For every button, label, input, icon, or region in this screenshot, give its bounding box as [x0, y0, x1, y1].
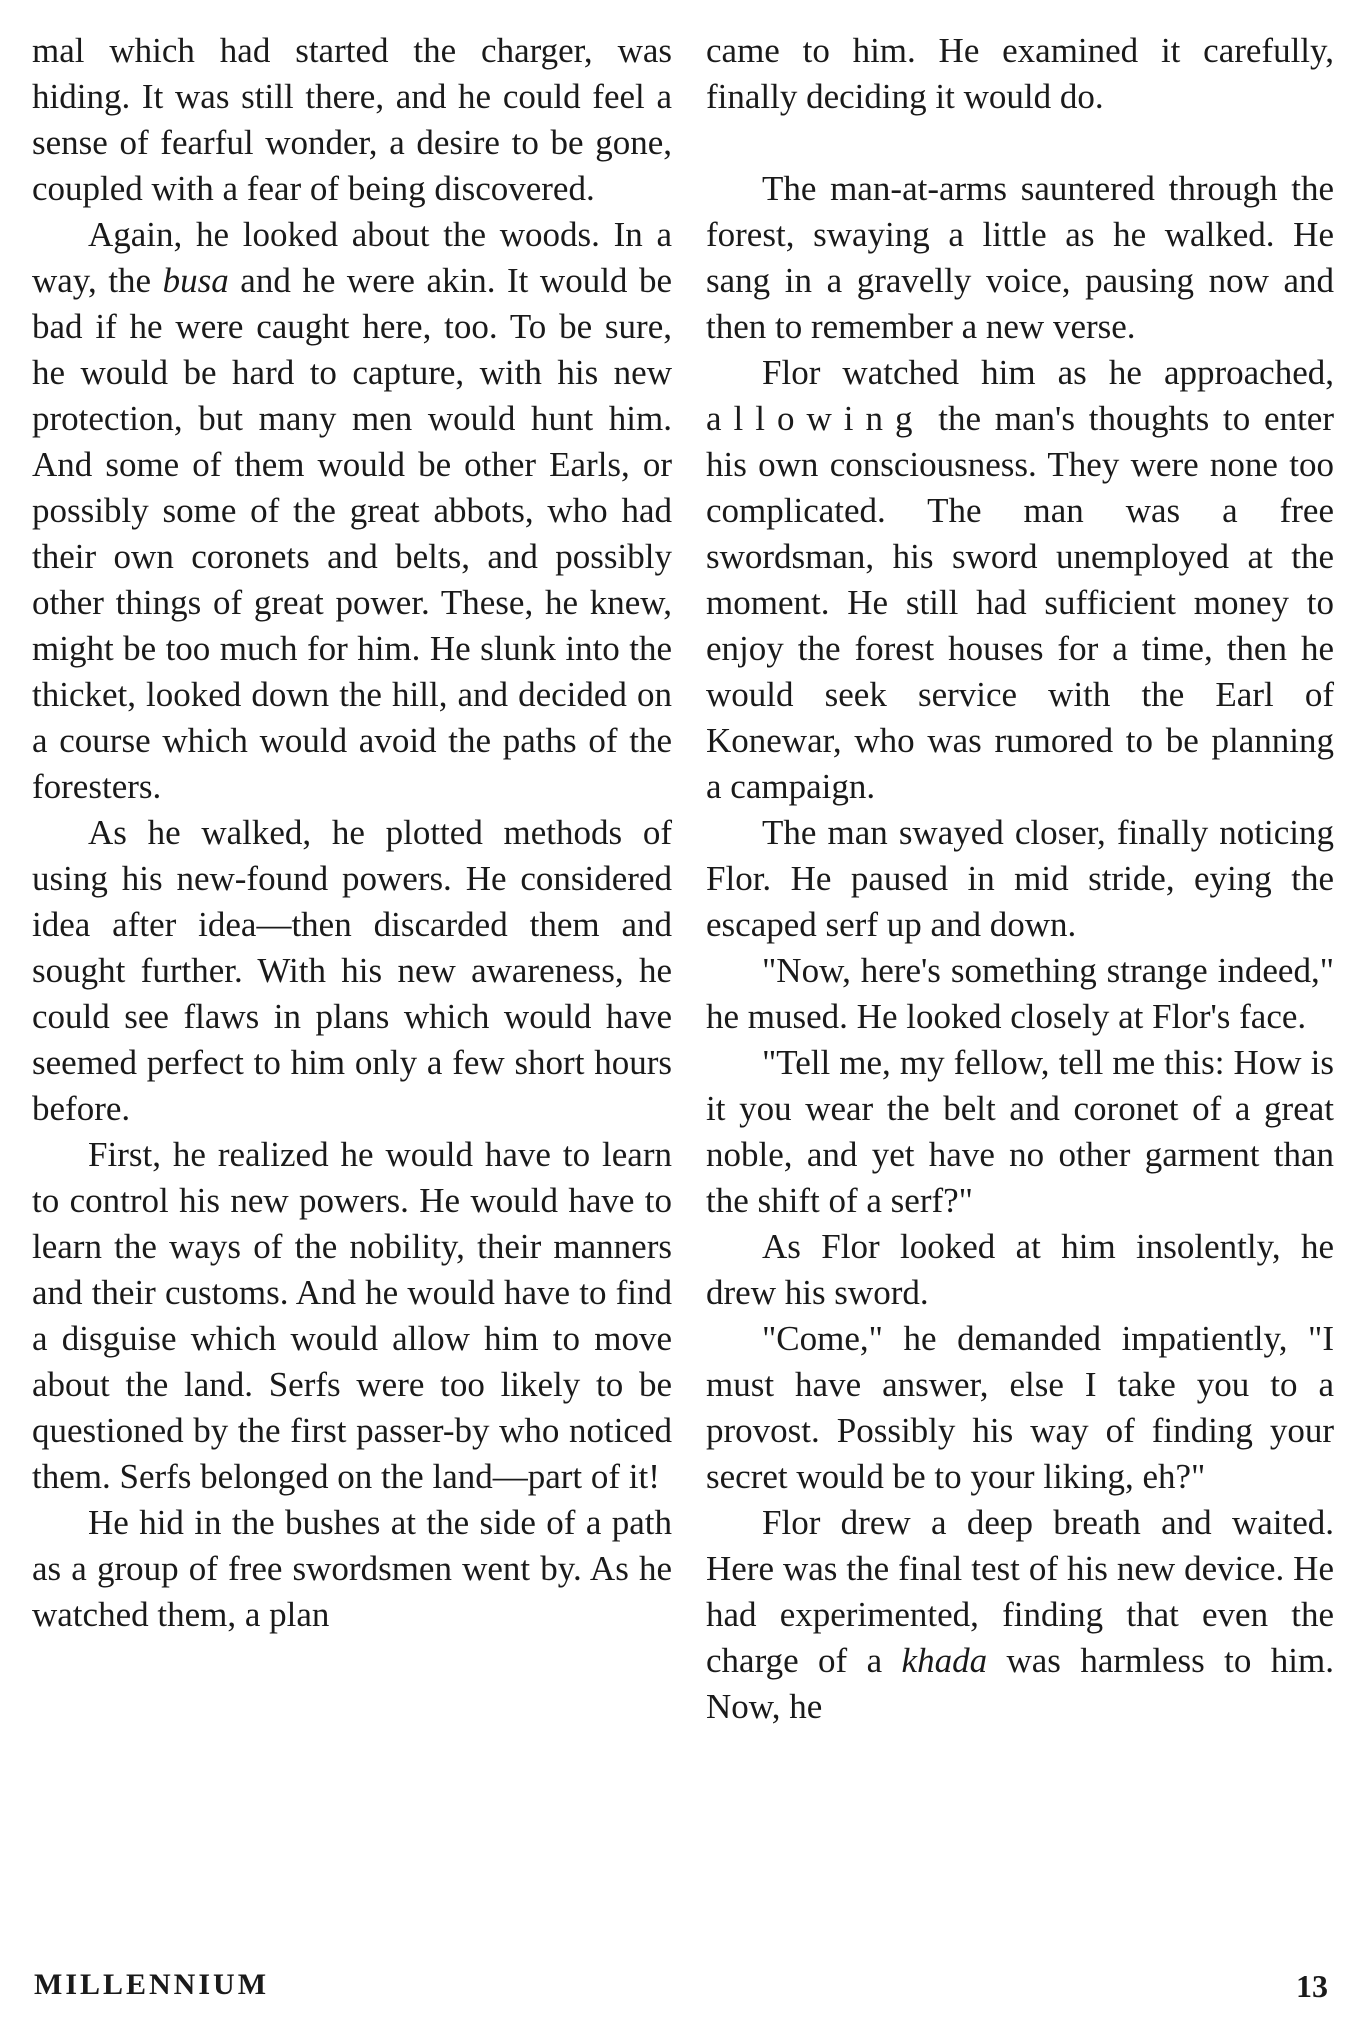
paragraph-continuation: came to him. He examined it carefully, finally deciding it would do. [706, 31, 1334, 116]
paragraph: As Flor looked at him insolently, he drew his sword. [706, 1227, 1334, 1312]
paragraph-allowing [706, 350, 1334, 810]
right-column [706, 28, 1334, 1730]
paragraph-dialogue: "Come," he demanded impatiently, "I must have answer, else I take you to a provost. Possibly his way of finding your secret would be to your liking, eh?" [706, 1319, 1334, 1496]
paragraph-continuation: mal which had started the charger, was hiding. It was still there, and he could feel a sense of fearful wonder, a desire to be gone, coupled with a fear of being discovered. [32, 31, 672, 208]
paragraph-busa [32, 212, 672, 810]
paragraph-khada [706, 1500, 1334, 1730]
paragraph: As he walked, he plotted methods of using his new-found powers. He considered idea after idea—then discarded them and sought further. With his new awareness, he could see flaws in plans which would have seemed perfect to him only a few short hours before. [32, 813, 672, 1128]
text-run: Flor drew a deep breath and waited. Here was the final test of his new device. He had experimented, finding that even the charge of a [706, 1503, 1334, 1680]
italic-word: khada [901, 1641, 988, 1680]
paragraph: The man swayed closer, finally noticing Flor. He paused in mid stride, eying the escaped serf up and down. [706, 813, 1334, 944]
text-run: Again, he looked about the woods. In a way, the [32, 215, 672, 300]
paragraph: He hid in the bushes at the side of a path as a group of free swordsmen went by. As he watched them, a plan [32, 1503, 672, 1634]
left-column [32, 28, 672, 1638]
text-run: Flor watched him as he approached, [762, 353, 1334, 392]
paragraph: The man-at-arms sauntered through the forest, swaying a little as he walked. He sang in a gravelly voice, pausing now and then to remember a new verse. [706, 169, 1334, 346]
page-number: 13 [1296, 1968, 1328, 2004]
text-run: and he were akin. It would be bad if he were caught here, too. To be sure, he would be hard to capture, with his new protection, but many men would hunt him. And some of them would be other Earls, or possibly some of the great abbots, who had their own coronets and belts, and possibly other things of great power. These, he knew, might be too much for him. He slunk into the thicket, looked down the hill, and decided on a course which would avoid the paths of the foresters. [32, 261, 672, 806]
text-run: was harmless to him. Now, he [706, 1641, 1334, 1726]
paragraph-dialogue: "Now, here's something strange indeed," he mused. He looked closely at Flor's face. [706, 951, 1334, 1036]
paragraph: First, he realized he would have to learn to control his new powers. He would have to learn the ways of the nobility, their manners and their customs. And he would have to find a disguise which would allow him to move about the land. Serfs were too likely to be questioned by the first passer-by who noticed them. Serfs belonged on the land—part of it! [32, 1135, 672, 1496]
italic-word: busa [162, 261, 229, 300]
magazine-title: MILLENNIUM [34, 1968, 270, 2001]
paragraph-dialogue: "Tell me, my fellow, tell me this: How is it you wear the belt and coronet of a great noble, and yet have no other garment than the shift of a serf?" [706, 1043, 1334, 1220]
letterspaced-word: allowing [706, 399, 925, 438]
text-run: the man's thoughts to enter his own consciousness. They were none too complicated. The man was a free swordsman, his sword unemployed at the moment. He still had sufficient money to enjoy the forest houses for a time, then he would seek service with the Earl of Konewar, who was rumored to be planning a campaign. [706, 399, 1334, 806]
